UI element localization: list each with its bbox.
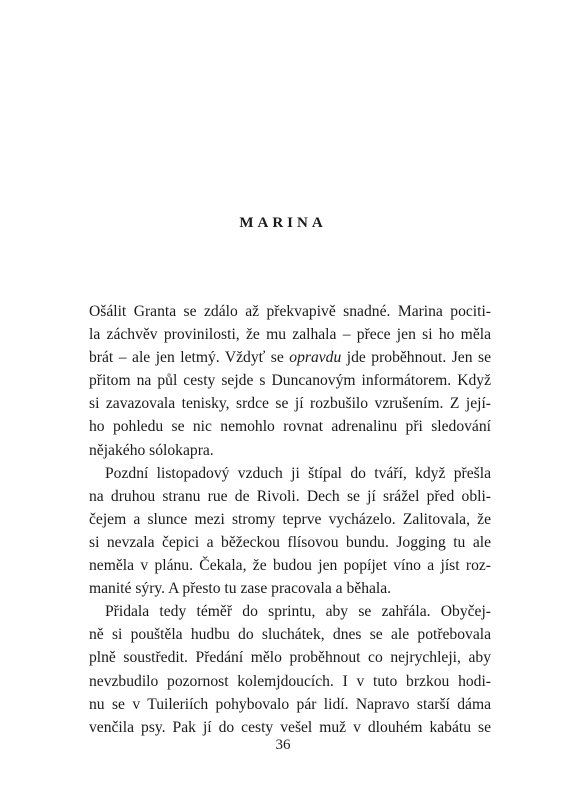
- text-line: přitom na půl cesty sejde s Duncanovým informátorem. Když: [89, 372, 491, 390]
- text-line: Přidala tedy téměř do sprintu, aby se zahřála. Obyčej-: [105, 603, 491, 621]
- text-line: manité sýry. A přesto tu zase pracovala a běhala.: [89, 580, 392, 598]
- text-line: venčila psy. Pak jí do cesty vešel muž v dlouhém kabátu se: [89, 718, 491, 736]
- body-text: [89, 300, 491, 739]
- text-line: nu se v Tuileriích pohybovalo pár lidí. Napravo starší dáma: [89, 695, 491, 713]
- emphasis: opravdu: [289, 349, 342, 367]
- text-line: nevzbudilo pozornost kolemjdoucích. I v tuto brzkou hodi-: [89, 672, 491, 690]
- chapter-title: MARINA: [239, 215, 327, 231]
- text-line: brát – ale jen letmý. Vždyť se opravdu jde proběhnout. Jen se: [89, 349, 491, 367]
- text-line: neměla v plánu. Čekala, že budou jen popíjet víno a jíst roz-: [89, 557, 491, 575]
- text-line: Ošálit Granta se zdálo až překvapivě snadné. Marina pociti-: [89, 303, 491, 320]
- text-line: na druhou stranu rue de Rivoli. Dech se jí srážel před obli-: [89, 487, 491, 505]
- page-number: 36: [275, 737, 291, 753]
- text-line: nějakého sólokapra.: [89, 441, 214, 459]
- text-line: si zavazovala tenisky, srdce se jí rozbušilo vzrušením. Z její-: [89, 395, 491, 413]
- text-line: Pozdní listopadový vzduch ji štípal do tváří, když přešla: [105, 464, 491, 482]
- text-line: ně si pouštěla hudbu do sluchátek, dnes se ale potřebovala: [89, 626, 491, 644]
- text-line: plně soustředit. Předání mělo proběhnout co nejrychleji, aby: [89, 649, 491, 667]
- text-line: čejem a slunce mezi stromy teprve vycházelo. Zalitovala, že: [89, 510, 491, 528]
- text-line: si nevzala čepici a běžeckou flísovou bundu. Jogging tu ale: [89, 533, 491, 551]
- text-line: la záchvěv provinilosti, že mu zalhala – přece jen si ho měla: [89, 326, 491, 344]
- text-line: ho pohledu se nic nemohlo rovnat adrenalinu při sledování: [89, 418, 491, 436]
